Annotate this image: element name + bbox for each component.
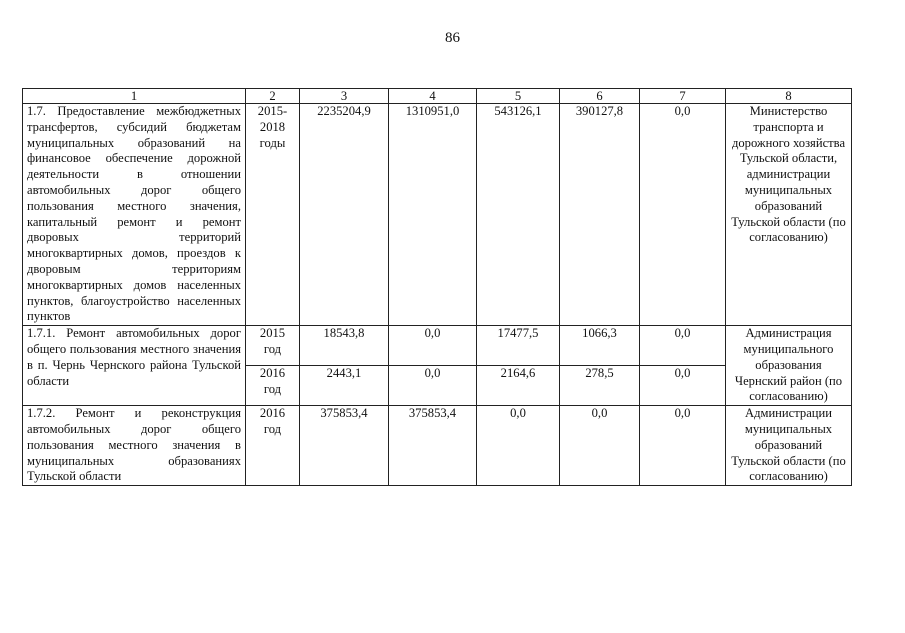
row-value-col6: 1066,3 <box>560 326 640 366</box>
row-description: 1.7. Предоставление межбюджетных трансфертов, субсидий бюджетам муниципальных образований на финансовое обеспечение дорожной деятельности в отношении автомобильных дорог общего пользования местного значения, капитальный ремонт и ремонт дворовых территорий многоквартирных домов, проездов к дворовым территориям многоквартирных домов населенных пунктов, благоустройство населенных пунктов <box>23 104 246 326</box>
header-cell: 2 <box>246 89 300 104</box>
header-cell: 7 <box>640 89 726 104</box>
row-value-col3: 2443,1 <box>300 366 389 406</box>
row-period: 2016 год <box>246 406 300 486</box>
page-number: 86 <box>445 30 460 46</box>
row-responsible: Администрация муниципального образования Чернский район (по согласованию) <box>726 326 852 406</box>
row-value-col6: 278,5 <box>560 366 640 406</box>
row-value-col3: 18543,8 <box>300 326 389 366</box>
row-period: 2016 год <box>246 366 300 406</box>
header-cell: 5 <box>477 89 560 104</box>
row-value-col4: 1310951,0 <box>389 104 477 326</box>
row-value-col4: 0,0 <box>389 326 477 366</box>
row-responsible: Министерство транспорта и дорожного хозяйства Тульской области, администрации муниципальных образований Тульской области (по согласованию) <box>726 104 852 326</box>
row-period: 2015-2018 годы <box>246 104 300 326</box>
row-value-col5: 0,0 <box>477 406 560 486</box>
row-value-col6: 390127,8 <box>560 104 640 326</box>
row-value-col7: 0,0 <box>640 366 726 406</box>
row-description: 1.7.2. Ремонт и реконструкция автомобильных дорог общего пользования местного значения в муниципальных образованиях Тульской области <box>23 406 246 486</box>
header-cell: 8 <box>726 89 852 104</box>
budget-table <box>22 88 852 486</box>
row-responsible: Администрации муниципальных образований Тульской области (по согласованию) <box>726 406 852 486</box>
row-value-col3: 375853,4 <box>300 406 389 486</box>
row-description: 1.7.1. Ремонт автомобильных дорог общего пользования местного значения в п. Чернь Чернского района Тульской области <box>23 326 246 406</box>
row-value-col5: 543126,1 <box>477 104 560 326</box>
row-value-col3: 2235204,9 <box>300 104 389 326</box>
row-value-col5: 17477,5 <box>477 326 560 366</box>
row-period: 2015 год <box>246 326 300 366</box>
row-value-col7: 0,0 <box>640 406 726 486</box>
table-row <box>23 326 852 366</box>
table-row <box>23 406 852 486</box>
row-value-col4: 0,0 <box>389 366 477 406</box>
row-value-col7: 0,0 <box>640 104 726 326</box>
header-cell: 1 <box>23 89 246 104</box>
row-value-col5: 2164,6 <box>477 366 560 406</box>
header-cell: 3 <box>300 89 389 104</box>
row-value-col6: 0,0 <box>560 406 640 486</box>
row-value-col4: 375853,4 <box>389 406 477 486</box>
row-value-col7: 0,0 <box>640 326 726 366</box>
header-cell: 4 <box>389 89 477 104</box>
header-cell: 6 <box>560 89 640 104</box>
table-row <box>23 104 852 326</box>
header-row <box>23 89 852 104</box>
